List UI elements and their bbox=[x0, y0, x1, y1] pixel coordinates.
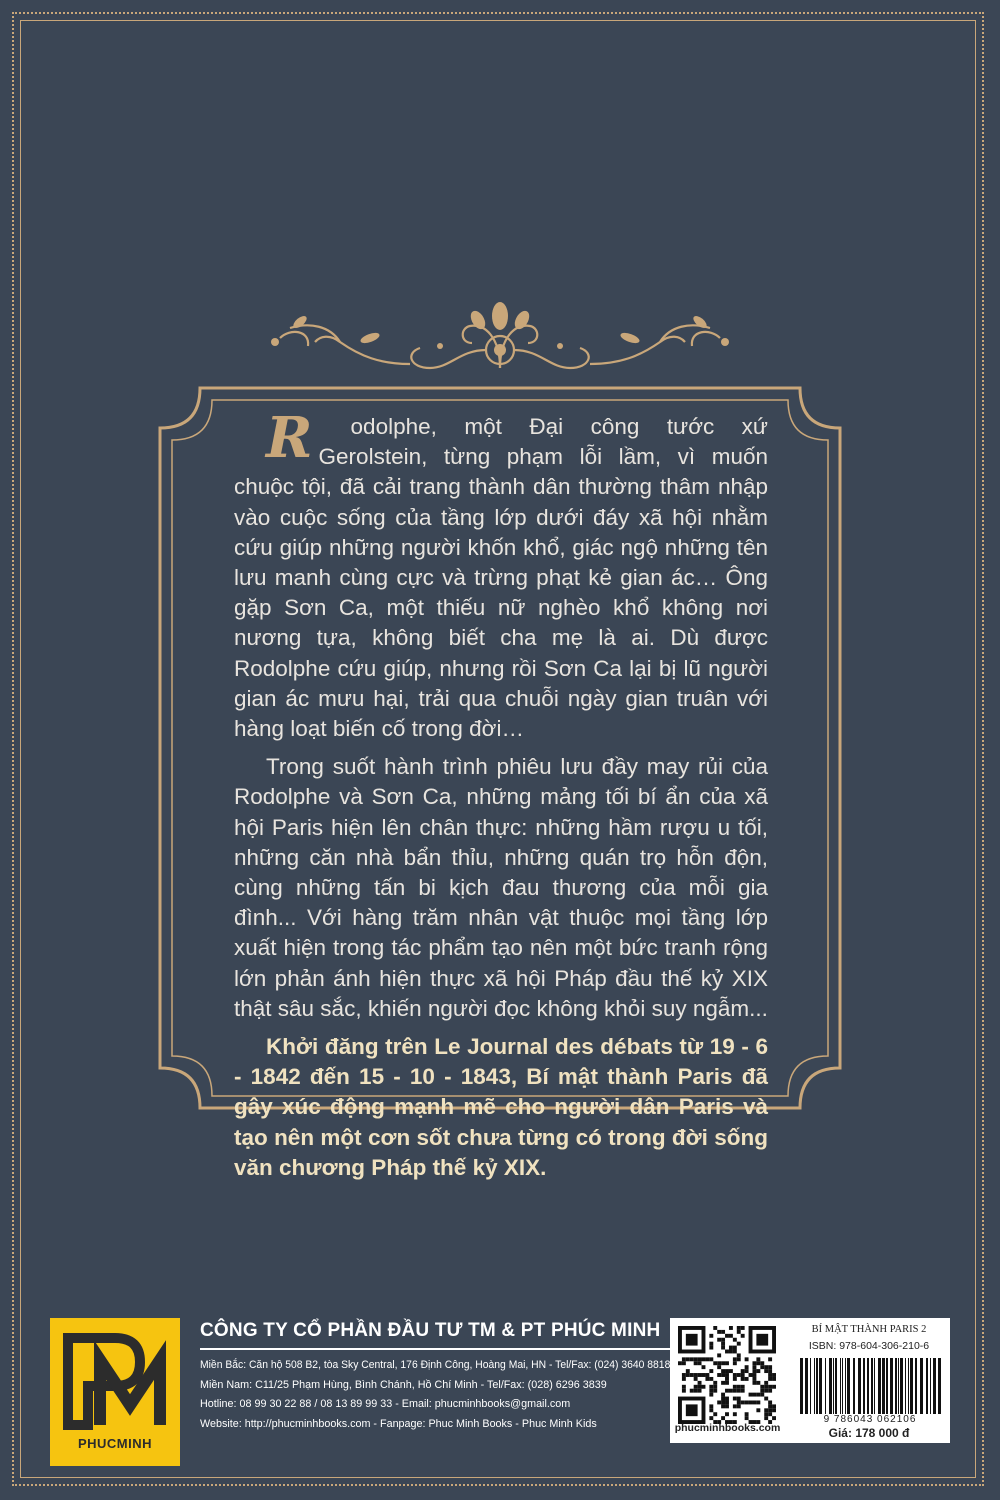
dropcap: R bbox=[266, 405, 313, 471]
paragraph-3: Khởi đăng trên Le Journal des débats từ 19 - 6 - 1842 đến 15 - 10 - 1843, Bí mật thành Paris đã gây xúc động mạnh mẽ cho người dân Paris và tạo nên một cơn sốt chưa từng có trong đời sống văn chương Pháp thế kỷ XIX. bbox=[234, 1034, 768, 1180]
paragraph-1-text: odolphe, một Đại công tước xứ Gerolstein, từng phạm lỗi lầm, vì muốn chuộc tội, đã cải trang thành dân thường thâm nhập vào cuộc sống của tầng lớp dưới đáy xã hội nhằm cứu giúp những người khốn khổ, giác ngộ những tên lưu manh cùng cực và trừng phạt kẻ gian ác… Ông gặp Sơn Ca, một thiếu nữ nghèo khổ không nơi nương tựa, không biết cha mẹ là ai. Dù được Rodolphe cứu giúp, nhưng rồi Sơn Ca lại bị lũ người gian ác mưu hại, trải qua chuỗi ngày gian truân với hàng loạt biến cố trong đời… bbox=[234, 414, 768, 742]
isbn: ISBN: 978-604-306-210-6 bbox=[808, 1340, 930, 1352]
address-south: Miền Nam: C11/25 Phạm Hùng, Bình Chánh, Hồ Chí Minh - Tel/Fax: (028) 6296 3839 bbox=[200, 1378, 607, 1391]
barcode-number: 9 786043 062106 bbox=[823, 1414, 917, 1425]
book-title: BÍ MẬT THÀNH PARIS 2 bbox=[811, 1324, 927, 1335]
address-north: Miền Bắc: Căn hộ 508 B2, tòa Sky Central, 176 Định Công, Hoàng Mai, HN - Tel/Fax: (024) 3640 8818 bbox=[200, 1359, 671, 1371]
qr-site: phucminhbooks.com bbox=[674, 1422, 781, 1434]
isbn-panel bbox=[670, 1318, 950, 1443]
company-name: CÔNG TY CỔ PHẦN ĐẦU TƯ TM & PT PHÚC MINH bbox=[200, 1320, 661, 1341]
qr-code-icon bbox=[678, 1326, 776, 1424]
hotline: Hotline: 08 99 30 22 88 / 08 13 89 99 33 - Email: phucminhbooks@gmail.com bbox=[200, 1398, 571, 1410]
paragraph-2: Trong suốt hành trình phiêu lưu đầy may rủi của Rodolphe và Sơn Ca, những mảng tối bí ẩn của xã hội Paris hiện lên chân thực: những hầm rượu u tối, những căn nhà bẩn thỉu, những quán trọ hỗn độn, cùng những tấn bi kịch đau thương của mỗi gia đình... Với hàng trăm nhân vật thuộc mọi tầng lớp xuất hiện trong tác phẩm tạo nên một bức tranh rộng lớn phản ánh hiện thực xã hội Pháp đầu thế kỷ XIX thật sâu sắc, khiến người đọc không khỏi suy ngẫm... bbox=[234, 754, 768, 1021]
website: Website: http://phucminhbooks.com - Fanpage: Phuc Minh Books - Phuc Minh Kids bbox=[200, 1417, 597, 1430]
floral-ornament bbox=[260, 298, 740, 378]
description-text bbox=[234, 405, 768, 1191]
price: Giá: 178 000 đ bbox=[828, 1426, 910, 1440]
publisher-logo bbox=[50, 1318, 180, 1466]
pm-logo-icon bbox=[60, 1330, 170, 1430]
divider bbox=[200, 1348, 670, 1350]
publisher-bar bbox=[50, 1318, 950, 1468]
company-info bbox=[200, 1318, 680, 1434]
logo-name: PHUCMINH bbox=[77, 1436, 153, 1451]
paragraph-1 bbox=[234, 405, 768, 744]
text-panel bbox=[140, 368, 860, 1180]
barcode-icon bbox=[796, 1358, 944, 1414]
